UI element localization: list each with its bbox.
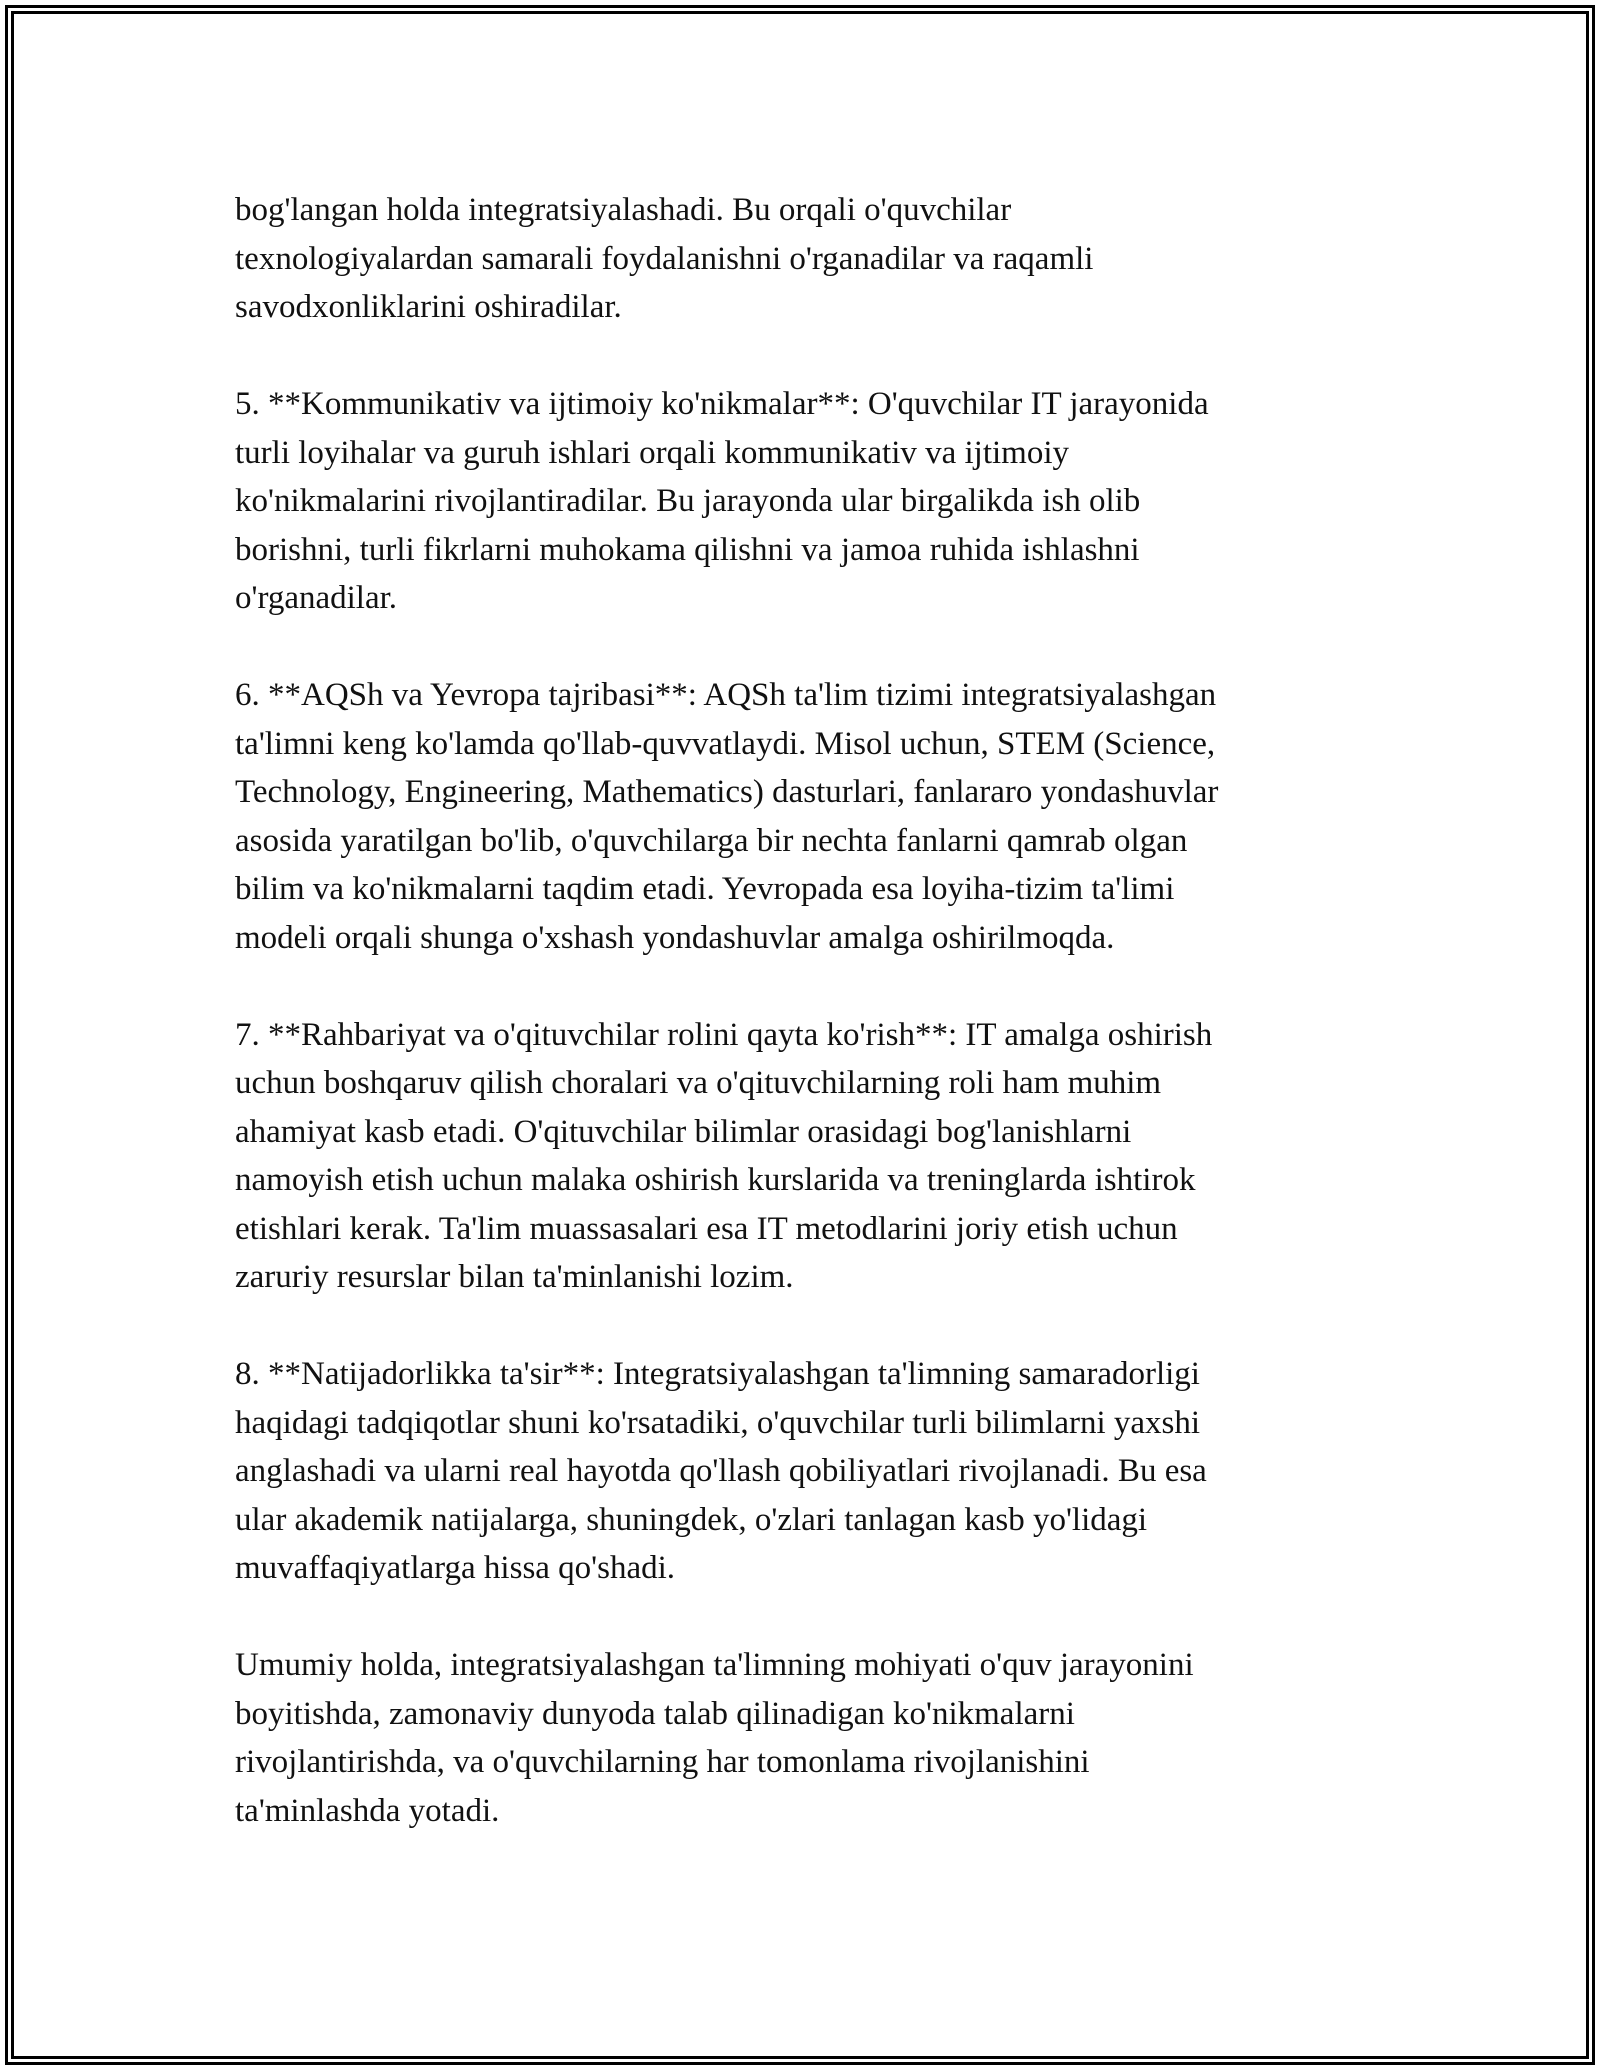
paragraph-item-5: 5. **Kommunikativ va ijtimoiy ko'nikmalar**: O'quvchilar IT jarayonida turli loyihalar va guruh ishlari orqali kommunikativ va ijtimoiy ko'nikmalarini rivojlantiradilar. Bu jarayonda ular birgalikda ish olib borishni, turli fikrlarni muhokama qilishni va jamoa ruhida ishlashni o'rganadilar.	[235, 386, 1209, 616]
paragraph-item-8: 8. **Natijadorlikka ta'sir**: Integratsiyalashgan ta'limning samaradorligi haqidagi tadqiqotlar shuni ko'rsatadiki, o'quvchilar turli bilimlarni yaxshi anglashadi va ularni real hayotda qo'llash qobiliyatlari rivojlanadi. Bu esa ular akademik natijalarga, shuningdek, o'zlari tanlagan kasb yo'lidagi muvaffaqiyatlarga hissa qo'shadi.	[235, 1356, 1207, 1586]
document-body	[235, 186, 1365, 1884]
paragraph-continuation: bog'langan holda integratsiyalashadi. Bu orqali o'quvchilar texnologiyalardan samarali foydalanishni o'rganadilar va raqamli savodxonliklarini oshiradilar.	[235, 192, 1094, 325]
paragraph-conclusion: Umumiy holda, integratsiyalashgan ta'limning mohiyati o'quv jarayonini boyitishda, zamonaviy dunyoda talab qilinadigan ko'nikmalarni rivojlantirishda, va o'quvchilarning har tomonlama rivojlanishini ta'minlashda yotadi.	[235, 1647, 1194, 1829]
paragraph-item-6: 6. **AQSh va Yevropa tajribasi**: AQSh ta'lim tizimi integratsiyalashgan ta'limni keng ko'lamda qo'llab-quvvatlaydi. Misol uchun, STEM (Science, Technology, Engineering, Mathematics) dasturlari, fanlararo yondashuvlar asosida yaratilgan bo'lib, o'quvchilarga bir nechta fanlarni qamrab olgan bilim va ko'nikmalarni taqdim etadi. Yevropada esa loyiha-tizim ta'limi modeli orqali shunga o'xshash yondashuvlar amalga oshirilmoqda.	[235, 677, 1219, 956]
paragraph-item-7: 7. **Rahbariyat va o'qituvchilar rolini qayta ko'rish**: IT amalga oshirish uchun boshqaruv qilish choralari va o'qituvchilarning roli ham muhim ahamiyat kasb etadi. O'qituvchilar bilimlar orasidagi bog'lanishlarni namoyish etish uchun malaka oshirish kurslarida va treninglarda ishtirok etishlari kerak. Ta'lim muassasalari esa IT metodlarini joriy etish uchun zaruriy resurslar bilan ta'minlanishi lozim.	[235, 1016, 1213, 1295]
